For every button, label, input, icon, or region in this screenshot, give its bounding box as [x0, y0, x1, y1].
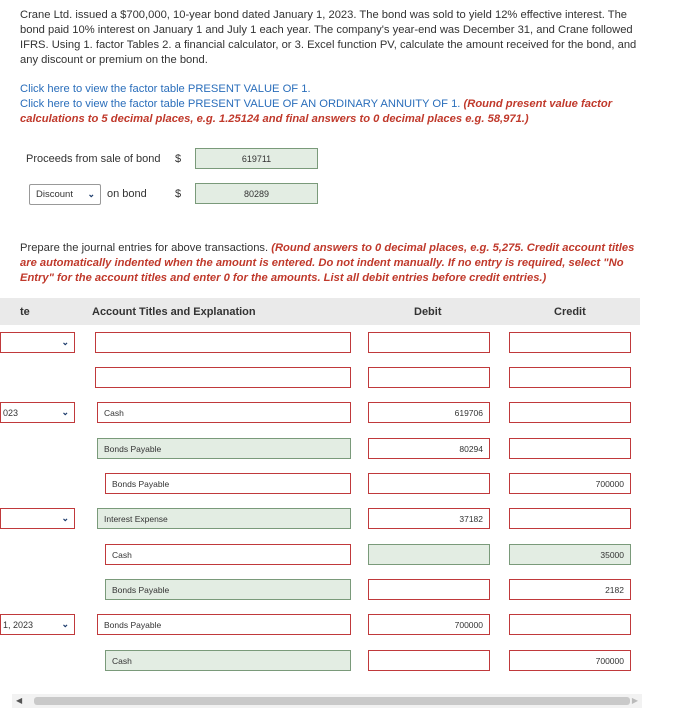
pva-link[interactable]: Click here to view the factor table PRESENT VALUE OF AN ORDINARY ANNUITY OF 1.: [20, 98, 461, 110]
account-title-input[interactable]: [95, 367, 351, 388]
debit-input[interactable]: 80294: [368, 438, 490, 459]
debit-input[interactable]: [368, 650, 490, 671]
debit-input[interactable]: [368, 332, 490, 353]
problem-statement: Crane Ltd. issued a $700,000, 10-year bond dated January 1, 2023. The bond was sold to yield 12% effective interest. The bond paid 10% interest on January 1 and July 1 each year. The company's year-end was December 31, and Crane followed IFRS. Using 1. factor Tables 2. a financial calculator, or 3. Excel function PV, calculate the amount received for the bond, and any discount or premium on the bond.: [20, 9, 637, 66]
debit-input[interactable]: 700000: [368, 614, 490, 635]
account-title-input[interactable]: Cash: [97, 402, 351, 423]
credit-input[interactable]: 2182: [509, 579, 631, 600]
debit-input[interactable]: [368, 544, 490, 565]
credit-input[interactable]: 700000: [509, 473, 631, 494]
discount-input[interactable]: 80289: [195, 183, 318, 204]
date-select[interactable]: [0, 614, 75, 635]
account-title-input[interactable]: [95, 332, 351, 353]
scroll-left-icon[interactable]: ◀: [16, 696, 23, 705]
credit-input[interactable]: [509, 402, 631, 423]
credit-input[interactable]: 700000: [509, 650, 631, 671]
account-header: Account Titles and Explanation: [92, 306, 256, 318]
chevron-down-icon: ⌄: [61, 618, 69, 629]
proceeds-label: Proceeds from sale of bond: [26, 153, 161, 165]
date-select-value: 1, 2023: [3, 619, 34, 630]
debit-input[interactable]: [368, 579, 490, 600]
pv1-link[interactable]: Click here to view the factor table PRESENT VALUE OF 1.: [20, 83, 311, 95]
debit-input[interactable]: 619706: [368, 402, 490, 423]
journal-table-header: [0, 298, 640, 325]
scroll-right-icon[interactable]: ▶: [631, 696, 638, 705]
debit-input[interactable]: 37182: [368, 508, 490, 529]
horizontal-scrollbar[interactable]: [12, 694, 642, 708]
chevron-down-icon: ⌄: [61, 406, 69, 417]
credit-input[interactable]: [509, 332, 631, 353]
account-title-input[interactable]: Bonds Payable: [105, 473, 351, 494]
journal-note: (Round answers to 0 decimal places, e.g. 5,275. Credit account titles are automatically indented when the amount is entered. Do not indent manually. If no entry is required, select "No Entry" for the account titles and enter 0 for the amounts. List all debit entries before credit entries.): [20, 242, 635, 284]
proceeds-currency: $: [175, 153, 182, 165]
chevron-down-icon: ⌄: [61, 512, 69, 523]
debit-input[interactable]: [368, 473, 490, 494]
pva-line: [20, 97, 645, 127]
credit-input[interactable]: [509, 508, 631, 529]
date-header: te: [20, 306, 30, 318]
rounding-note: (Round present value factor calculations to 5 decimal places, e.g. 1.25124 and final answers to 0 decimal places e.g. 58,971.): [20, 98, 613, 125]
account-title-input[interactable]: Interest Expense: [97, 508, 351, 529]
date-select-value: 023: [3, 407, 19, 418]
journal-instructions: [20, 241, 645, 286]
credit-input[interactable]: [509, 367, 631, 388]
account-title-input[interactable]: Bonds Payable: [97, 614, 351, 635]
debit-input[interactable]: [368, 367, 490, 388]
date-select[interactable]: [0, 508, 75, 529]
account-title-input[interactable]: Bonds Payable: [105, 579, 351, 600]
discount-select-value: Discount: [36, 189, 73, 200]
credit-header: Credit: [554, 306, 586, 318]
account-title-input[interactable]: Cash: [105, 544, 351, 565]
credit-input[interactable]: [509, 438, 631, 459]
debit-header: Debit: [414, 306, 442, 318]
proceeds-input[interactable]: 619711: [195, 148, 318, 169]
chevron-down-icon: ⌄: [61, 336, 69, 347]
date-select[interactable]: [0, 332, 75, 353]
credit-input[interactable]: [509, 614, 631, 635]
account-title-input[interactable]: Cash: [105, 650, 351, 671]
scrollbar-thumb[interactable]: [34, 697, 630, 705]
chevron-down-icon: ⌄: [87, 188, 95, 199]
date-select[interactable]: [0, 402, 75, 423]
credit-input[interactable]: 35000: [509, 544, 631, 565]
account-title-input[interactable]: Bonds Payable: [97, 438, 351, 459]
discount-label: on bond: [107, 188, 147, 200]
discount-currency: $: [175, 188, 182, 200]
journal-prompt: Prepare the journal entries for above transactions.: [20, 242, 269, 254]
discount-premium-select[interactable]: [29, 184, 101, 205]
